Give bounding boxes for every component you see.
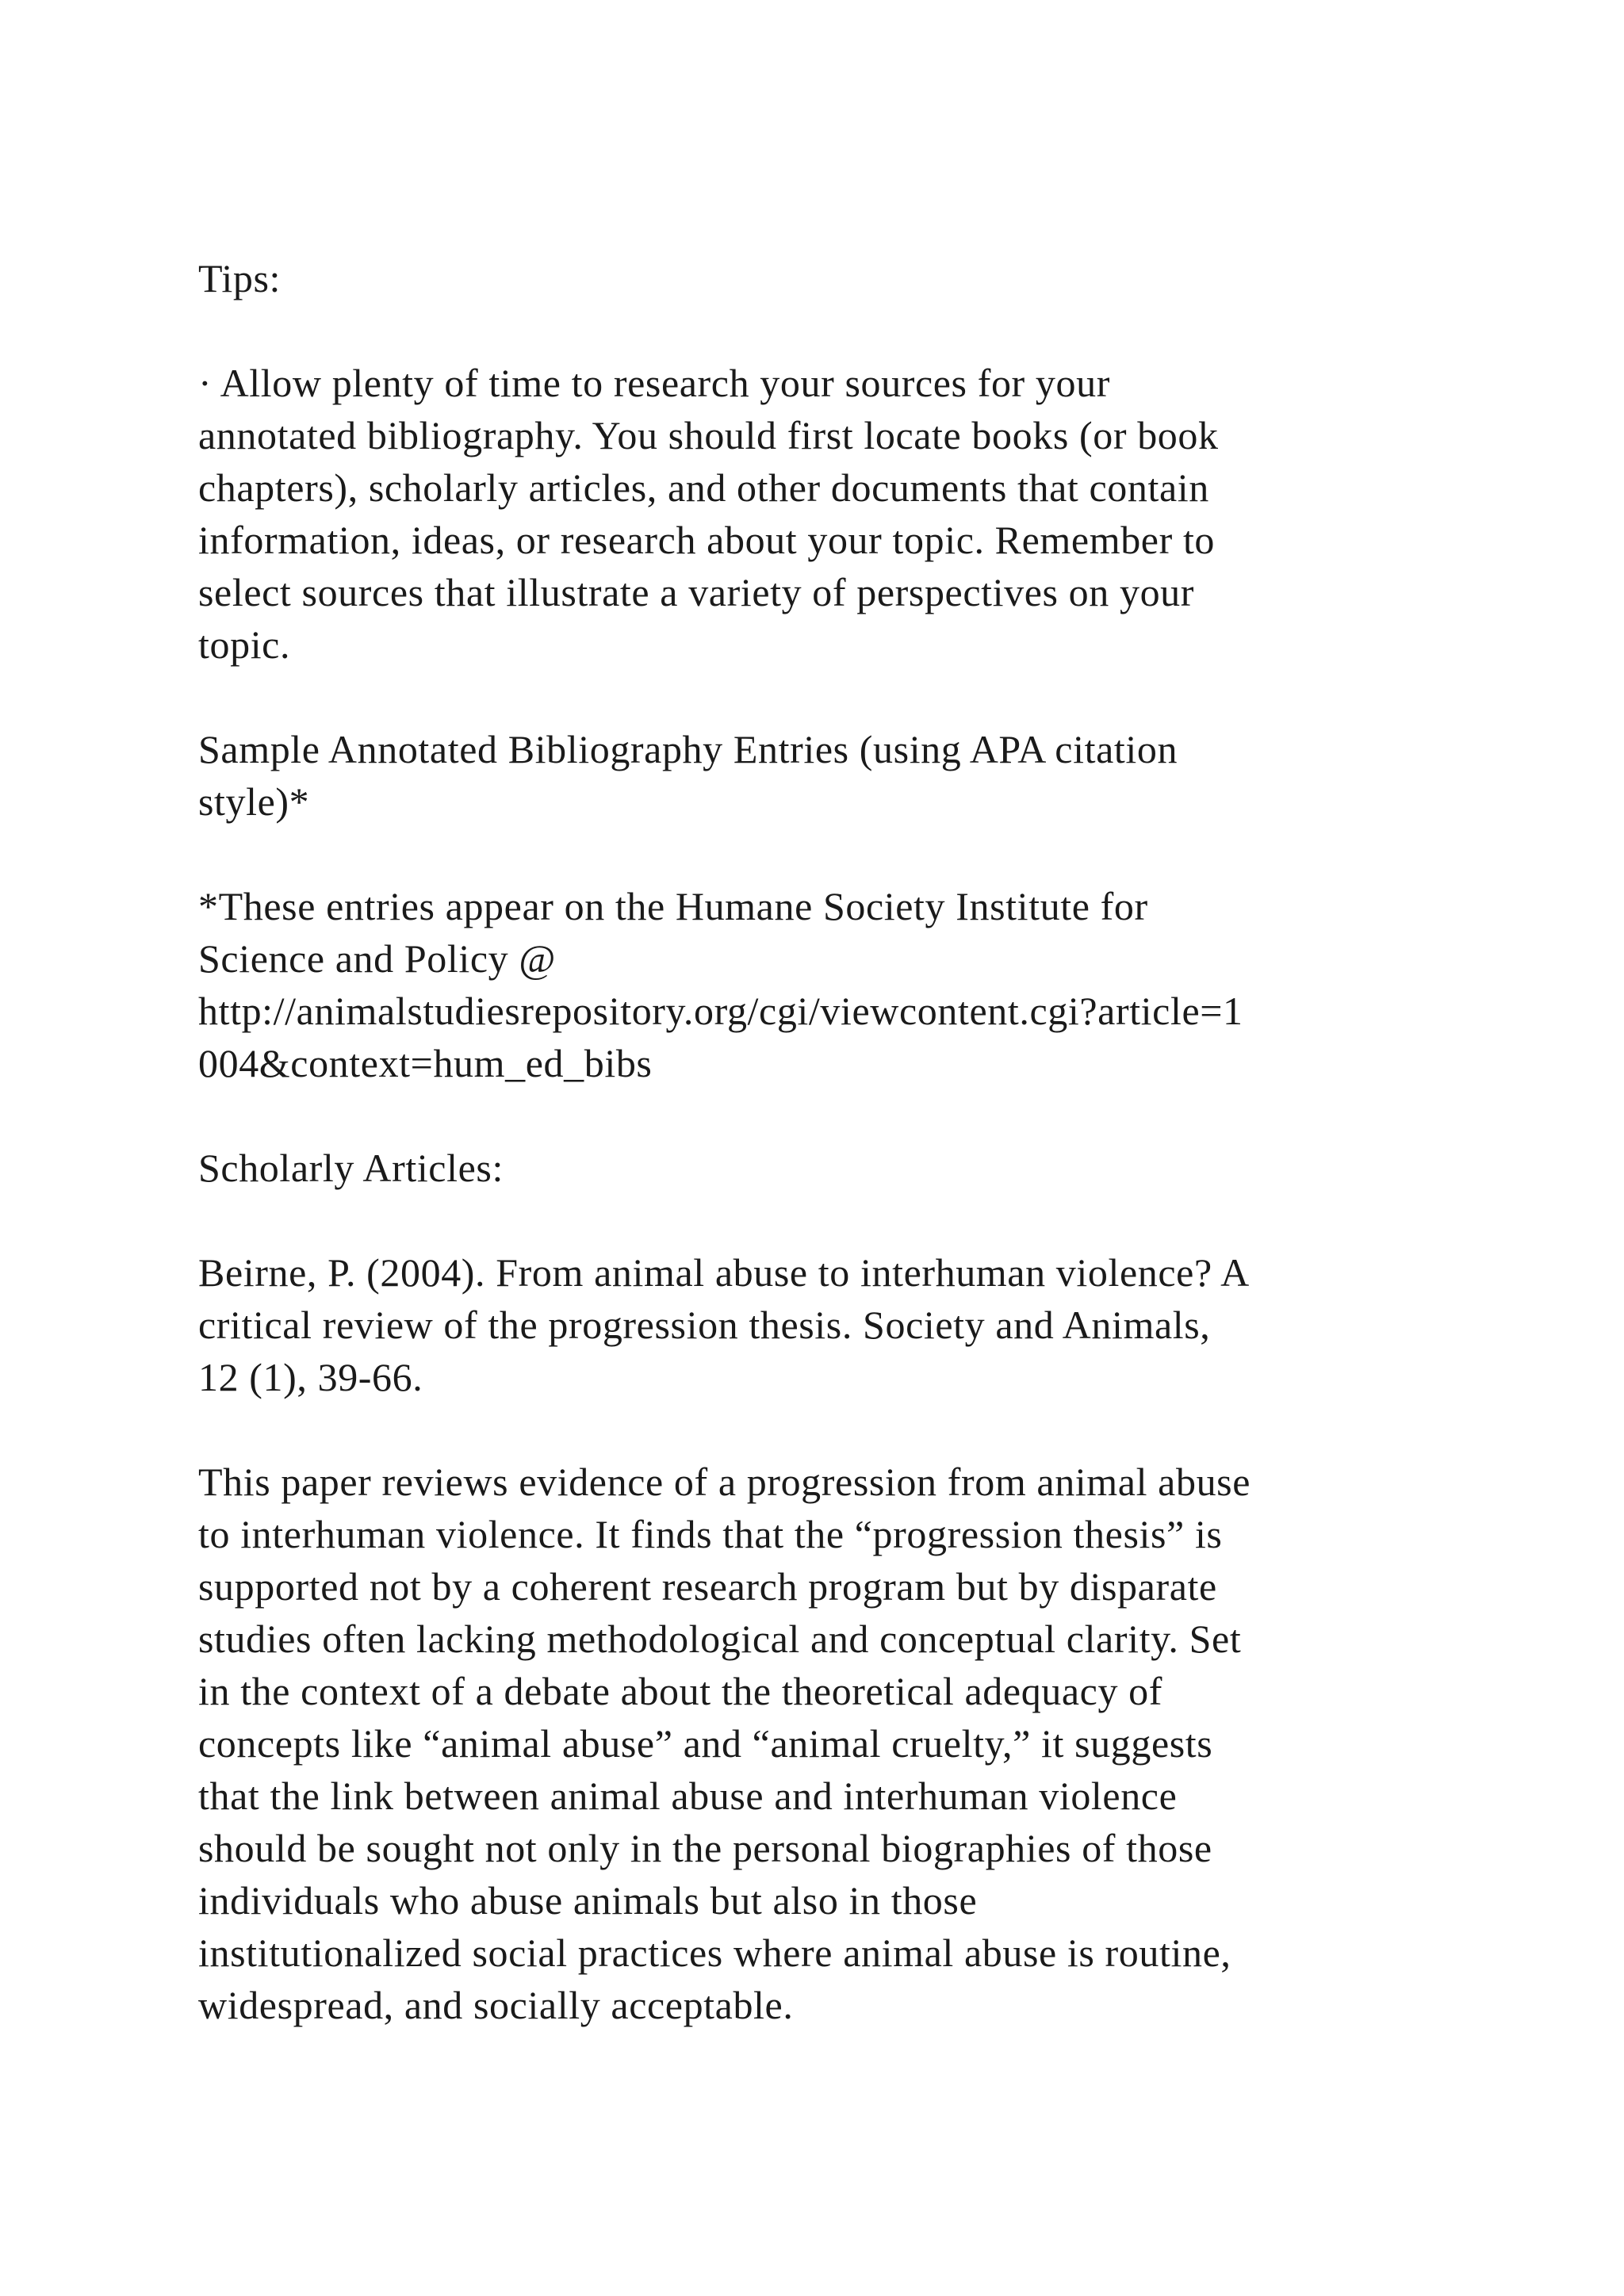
citation-entry: Beirne, P. (2004). From animal abuse to interhuman violence? A critical review of the progression thesis. Society and Animals, 12 (1), 39-66. [198, 1250, 1250, 1399]
document-page [198, 252, 1467, 2031]
sample-entries-heading: Sample Annotated Bibliography Entries (using APA citation style)* [198, 727, 1178, 824]
source-note-paragraph: *These entries appear on the Humane Society Institute for Science and Policy @ http://animalstudiesrepository.org/cgi/viewcontent.cgi?article=1 004&context=hum_ed_bibs [198, 884, 1243, 1085]
annotation-paragraph: This paper reviews evidence of a progression from animal abuse to interhuman violence. It finds that the “progression thesis” is supported not by a coherent research program but by disparate studies often lacking methodological and conceptual clarity. Set in the context of a debate about the theoretical adequacy of concepts like “animal abuse” and “animal cruelty,” it suggests that the link between animal abuse and interhuman violence should be sought not only in the personal biographies of those individuals who abuse animals but also in those institutionalized social practices where animal abuse is routine, widespread, and socially acceptable. [198, 1460, 1251, 2027]
tip-bullet-paragraph: · Allow plenty of time to research your sources for your annotated bibliography. You should first locate books (or book chapters), scholarly articles, and other documents that contain information, ideas, or research about your topic. Remember to select sources that illustrate a variety of perspectives on your topic. [198, 361, 1219, 667]
scholarly-articles-heading: Scholarly Articles: [198, 1146, 504, 1190]
tips-heading: Tips: [198, 256, 282, 300]
